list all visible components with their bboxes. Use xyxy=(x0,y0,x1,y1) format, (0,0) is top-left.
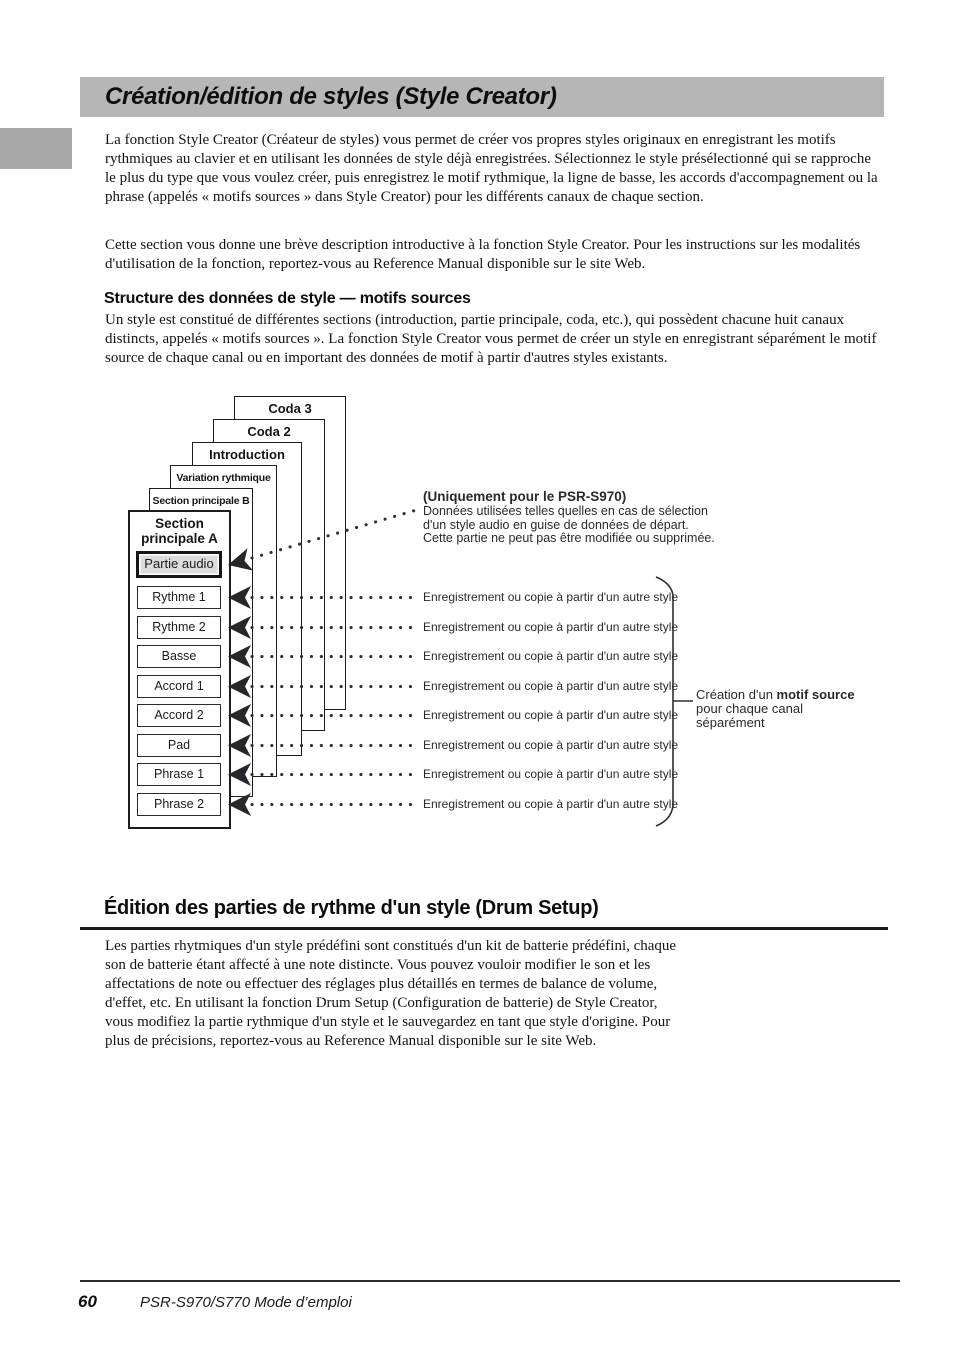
chapter-title: Création/édition de styles (Style Creator) xyxy=(105,83,557,110)
grouping-bracket xyxy=(656,577,693,826)
channel-box: Pad xyxy=(137,734,221,757)
bracket-label-line2: pour chaque canal xyxy=(696,701,803,716)
section2-paragraph: Les parties rhytmiques d'un style prédéfini sont constitués d'un kit de batterie prédéfini, chaque son de batterie étant affecté à une note distincte. Vous pouvez vouloir modifier le son et les affectations de note ou effectuer des réglages plus détaillés en termes de balance de volume, d'effet, etc. En utilisant la fonction Drum Setup (Configuration de batterie) de Style Creator, vous modifiez la partie rythmique d'un style et le sauvegardez en tant que style d'origine. Pour plus de précisions, reportez-vous au Reference Manual disponible sur le site Web. xyxy=(105,938,677,1049)
intro-paragraph-1: La fonction Style Creator (Créateur de styles) vous permet de créer vos propres styles originaux en enregistrant les motifs rythmiques au clavier et en utilisant les données de style déjà enregistrées. Sélectionnez le style présélectionné qui se rapproche le plus du type que vous voulez créer, puis enregistrez le motif rythmique, la ligne de basse, les accords d'accompagnement ou la phrase (appelés « motifs sources » dans Style Creator) pour les différents canaux de chaque section. xyxy=(105,132,878,205)
audio-note-line: d'un style audio en guise de données de départ. xyxy=(423,517,689,532)
panel-main-a-label: Section principale A xyxy=(141,516,218,546)
panel-main-b-label: Section principale B xyxy=(152,495,250,507)
channel-note: Enregistrement ou copie à partir d'un autre style xyxy=(423,738,679,752)
audio-note-line: Cette partie ne peut pas être modifiée ou supprimée. xyxy=(423,531,715,545)
channel-box: Rythme 2 xyxy=(137,616,221,639)
channel-note: Enregistrement ou copie à partir d'un autre style xyxy=(423,767,679,781)
manual-title: PSR-S970/S770 Mode d’emploi xyxy=(140,1294,352,1311)
bracket-label-line3: séparément xyxy=(696,715,765,730)
footer-rule xyxy=(80,1280,900,1282)
panel-introduction-label: Introduction xyxy=(209,447,285,462)
chapter-edge-tab xyxy=(0,128,72,169)
section1-paragraph: Un style est constitué de différentes sections (introduction, partie principale, coda, etc.), qui possèdent chacune huit canaux distincts, appelés « motifs sources ». La fonction Style Creator vous permet de créer un style en enregistrant séparément le motif source de chaque canal ou en important des données de motif à partir d'autres styles existants. xyxy=(105,312,877,366)
channel-box: Basse xyxy=(137,645,221,668)
panel-variation-label: Variation rythmique xyxy=(176,472,271,484)
channel-box: Phrase 1 xyxy=(137,763,221,786)
chapter-title-banner xyxy=(80,77,884,117)
bracket-label-line1: Création d'un motif source xyxy=(696,687,855,702)
channel-box: Accord 1 xyxy=(137,675,221,698)
audio-note-line: Données utilisées telles quelles en cas de sélection xyxy=(423,504,708,518)
channel-box: Accord 2 xyxy=(137,704,221,727)
channel-note: Enregistrement ou copie à partir d'un autre style xyxy=(423,679,679,693)
channel-note: Enregistrement ou copie à partir d'un autre style xyxy=(423,590,679,604)
channel-box: Rythme 1 xyxy=(137,586,221,609)
section-heading-drum-setup: Édition des parties de rythme d'un style (Drum Setup) xyxy=(104,897,599,919)
heading-rule xyxy=(80,927,888,930)
channel-note: Enregistrement ou copie à partir d'un autre style xyxy=(423,797,679,811)
channel-note: Enregistrement ou copie à partir d'un autre style xyxy=(423,620,679,634)
channel-box-audio: Partie audio xyxy=(136,551,222,578)
panel-coda3-label: Coda 3 xyxy=(268,401,312,416)
page-number: 60 xyxy=(78,1292,97,1311)
channel-note: Enregistrement ou copie à partir d'un autre style xyxy=(423,649,679,663)
channel-box: Phrase 2 xyxy=(137,793,221,816)
bracket-label xyxy=(696,688,855,730)
intro-paragraph-2: Cette section vous donne une brève description introductive à la fonction Style Creator. Pour les instructions sur les modalités d'utilisation de la fonction, reportez-vous au Reference Manual disponible sur le site Web. xyxy=(105,237,861,272)
audio-note-heading: (Uniquement pour le PSR-S970) xyxy=(423,489,627,504)
panel-coda2-label: Coda 2 xyxy=(247,424,291,439)
channel-note: Enregistrement ou copie à partir d'un autre style xyxy=(423,708,679,722)
section-heading-structure: Structure des données de style — motifs sources xyxy=(104,290,471,307)
